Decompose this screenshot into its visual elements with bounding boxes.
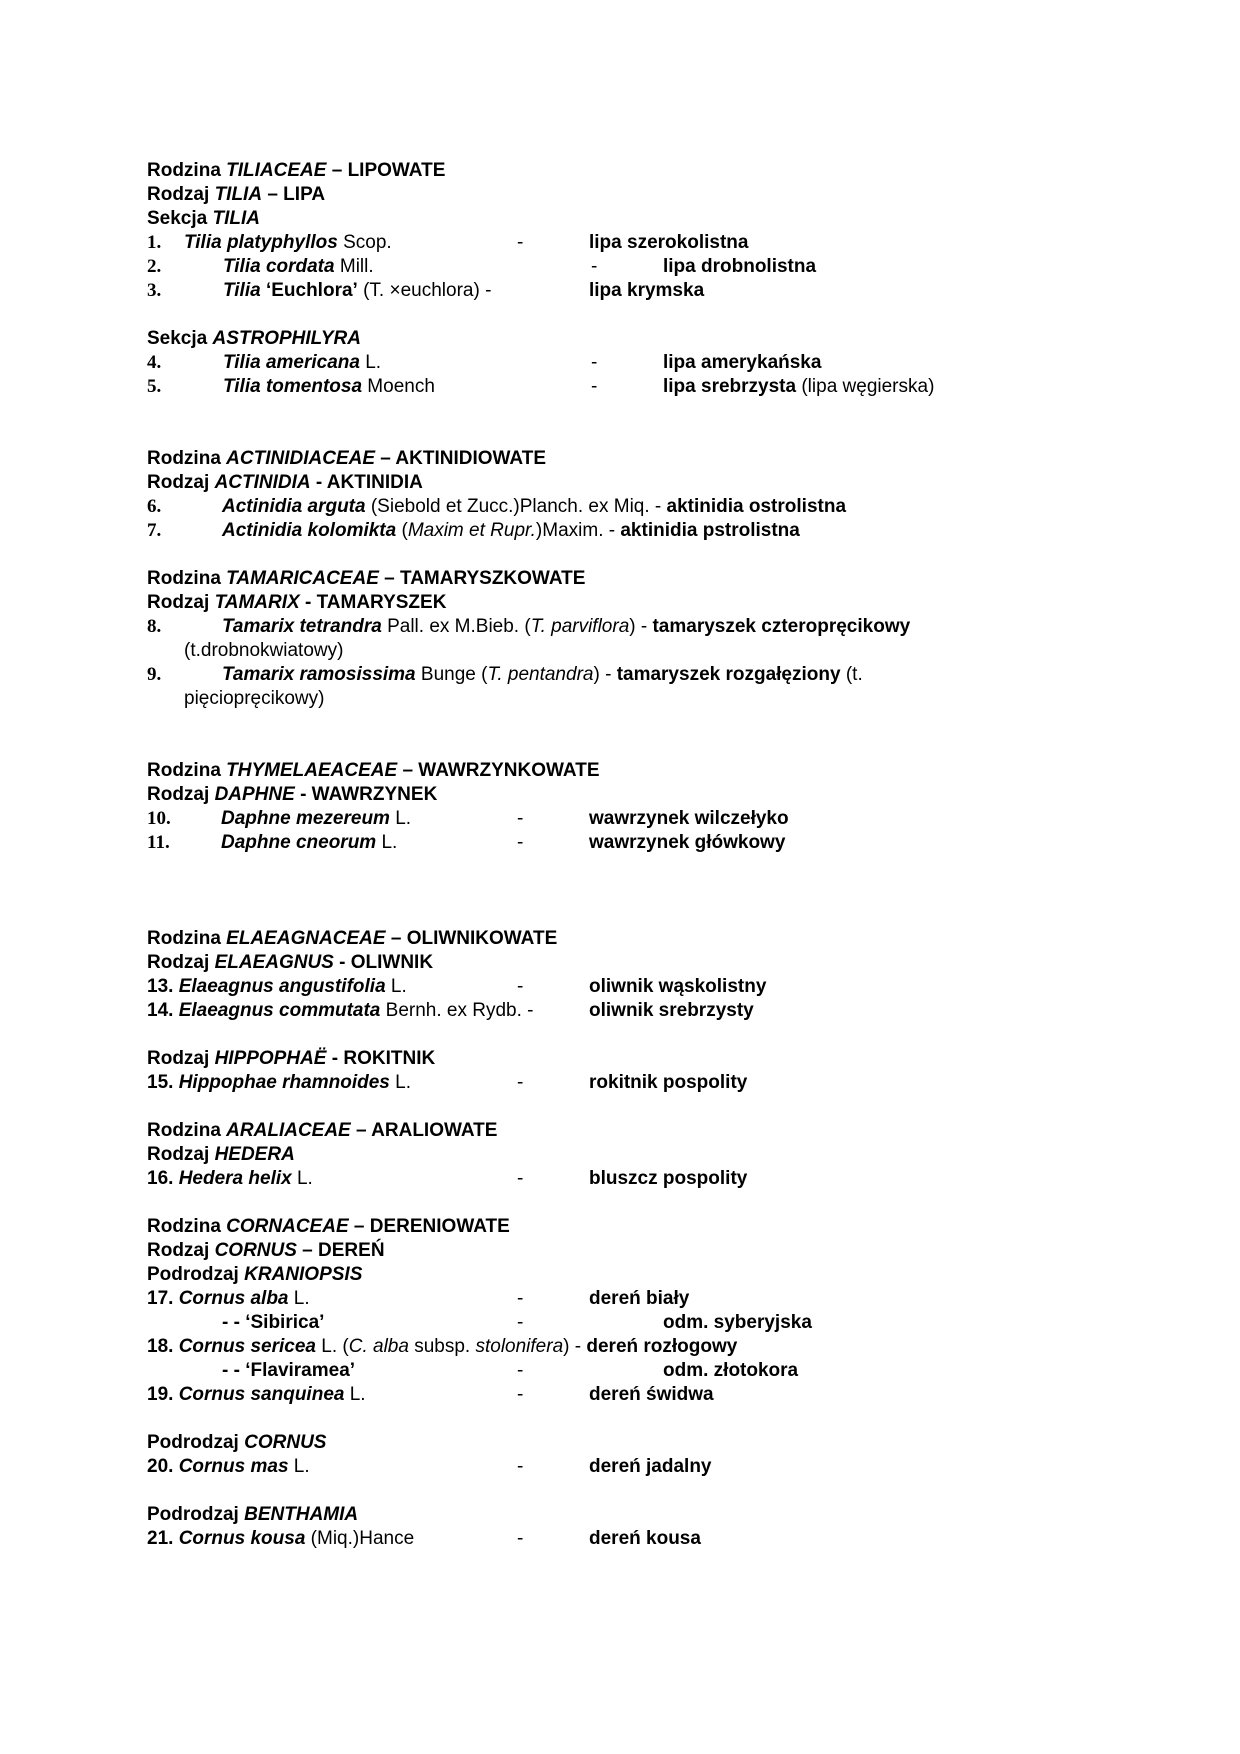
text-segment: ) - (593, 664, 617, 685)
text-segment: )Maxim. - (535, 520, 621, 541)
text-segment: Bernh. ex Rydb. - (380, 1000, 534, 1021)
latin-name: Cornus sanquinea (178, 1384, 345, 1405)
line-text (147, 1527, 414, 1551)
text-segment: 15. (147, 1072, 179, 1093)
common-name-segment: oliwnik wąskolistny (589, 976, 767, 997)
text-segment: Rodzina (147, 568, 227, 589)
latin-name: HEDERA (214, 1144, 295, 1165)
text-segment: - - ‘Sibirica’ (222, 1312, 325, 1333)
line-text (147, 1263, 362, 1287)
item-number: 2. (147, 256, 162, 277)
common-name (663, 255, 816, 279)
line-text (147, 471, 423, 495)
common-name (589, 807, 789, 831)
dash-separator: - (517, 232, 524, 253)
text-segment: Rodzina (147, 1120, 227, 1141)
line-text (147, 207, 260, 231)
text-segment: - - ‘Flaviramea’ (222, 1360, 356, 1381)
line-text (222, 1359, 355, 1383)
dash-separator: - (517, 832, 524, 853)
text-segment: Rodzina (147, 928, 227, 949)
common-name-segment: lipa amerykańska (663, 352, 822, 373)
text-segment: Rodzaj (147, 1144, 215, 1165)
latin-name: Daphne mezereum (221, 808, 390, 829)
text-segment: Rodzaj (147, 472, 215, 493)
common-name-segment: dereń świdwa (589, 1384, 714, 1405)
line-text (221, 831, 397, 855)
latin-name: Tilia tomentosa (223, 376, 363, 397)
common-name (589, 1071, 747, 1095)
text-segment: (Miq.)Hance (305, 1528, 415, 1549)
text-segment: L. (288, 1288, 310, 1309)
text-segment: T. pentandra (487, 664, 594, 685)
text-segment: 16. (147, 1168, 179, 1189)
line-text (147, 1287, 310, 1311)
latin-name: Cornus sericea (178, 1336, 316, 1357)
common-name-segment: wawrzynek główkowy (589, 832, 786, 853)
common-name-segment: dereń kousa (589, 1528, 701, 1549)
text-segment: Rodzaj (147, 1240, 215, 1261)
text-segment: dereń rozłogowy (586, 1336, 738, 1357)
common-name-segment: bluszcz pospolity (589, 1168, 748, 1189)
text-segment: – DEREŃ (296, 1240, 385, 1261)
text-segment: - WAWRZYNEK (294, 784, 438, 805)
latin-name: Daphne cneorum (221, 832, 377, 853)
common-name (589, 231, 748, 255)
common-name-segment: odm. złotokora (663, 1360, 799, 1381)
latin-name: TILIA (214, 184, 263, 205)
line-text (147, 1455, 310, 1479)
text-segment: – AKTINIDIOWATE (375, 448, 547, 469)
latin-name: ACTINIDIA (214, 472, 311, 493)
text-segment: Bunge ( (415, 664, 488, 685)
latin-name: Hippophae rhamnoides (178, 1072, 390, 1093)
line-text (147, 183, 325, 207)
latin-name: KRANIOPSIS (244, 1264, 363, 1285)
latin-name: TAMARICACEAE (226, 568, 379, 589)
latin-name: Cornus mas (178, 1456, 289, 1477)
common-name (589, 279, 704, 303)
line-text (184, 231, 392, 255)
text-segment: ) - (563, 1336, 587, 1357)
common-name-segment: oliwnik srebrzysty (589, 1000, 754, 1021)
latin-name: Actinidia arguta (222, 496, 366, 517)
text-segment: – OLIWNIKOWATE (385, 928, 558, 949)
latin-name: Actinidia kolomikta (222, 520, 397, 541)
text-segment: Pall. ex M.Bieb. ( (381, 616, 531, 637)
text-segment: 21. (147, 1528, 179, 1549)
text-segment: aktinidia ostrolistna (666, 496, 847, 517)
item-number: 11. (147, 832, 170, 853)
text-segment: Sekcja (147, 328, 213, 349)
common-name (663, 1359, 798, 1383)
line-text (147, 567, 585, 591)
text-segment: T. ×euchlora (369, 280, 474, 301)
line-text (147, 951, 433, 975)
text-segment: – DERENIOWATE (348, 1216, 510, 1237)
dash-separator: - (591, 352, 598, 373)
common-name (663, 351, 821, 375)
line-text (147, 927, 557, 951)
common-name-segment: lipa drobnolistna (663, 256, 817, 277)
common-name-segment: wawrzynek wilczełyko (589, 808, 789, 829)
line-text (147, 591, 446, 615)
item-number: 9. (147, 664, 162, 685)
text-segment: Moench (362, 376, 435, 397)
line-text (147, 159, 445, 183)
line-text (147, 1119, 497, 1143)
text-segment: stolonifera (475, 1336, 564, 1357)
text-segment: – ARALIOWATE (350, 1120, 498, 1141)
dash-separator: - (591, 376, 598, 397)
text-segment: Maxim et Rupr. (407, 520, 536, 541)
line-text (147, 1047, 435, 1071)
line-text (222, 495, 846, 519)
common-name (589, 975, 766, 999)
text-segment: 20. (147, 1456, 179, 1477)
item-number: 8. (147, 616, 162, 637)
text-segment: tamaryszek rozgałęziony (616, 664, 841, 685)
common-name-segment: (lipa węgierska) (796, 376, 935, 397)
common-name-segment: odm. syberyjska (663, 1312, 812, 1333)
text-segment: Rodzina (147, 1216, 227, 1237)
line-text (221, 807, 411, 831)
latin-name: Tamarix ramosissima (222, 664, 416, 685)
dash-separator: - (517, 1072, 524, 1093)
latin-name: BENTHAMIA (244, 1504, 359, 1525)
line-text (147, 1071, 411, 1095)
line-text (147, 759, 600, 783)
line-text (147, 1503, 358, 1527)
latin-name: CORNACEAE (226, 1216, 349, 1237)
text-segment: C. alba (348, 1336, 409, 1357)
dash-separator: - (517, 808, 524, 829)
latin-name: ASTROPHILYRA (212, 328, 361, 349)
latin-name: TAMARIX (214, 592, 300, 613)
line-text (147, 975, 407, 999)
text-segment: ‘Euchlora’ (260, 280, 358, 301)
item-number: 3. (147, 280, 162, 301)
latin-name: Tilia platyphyllos (184, 232, 338, 253)
text-segment: ( (396, 520, 408, 541)
line-text (147, 1335, 737, 1359)
common-name (663, 1311, 812, 1335)
text-segment: L. (376, 832, 398, 853)
line-text (147, 1143, 295, 1167)
line-text (223, 279, 491, 303)
line-text (147, 999, 534, 1023)
text-segment: Rodzina (147, 448, 227, 469)
line-text (222, 519, 800, 543)
latin-name: HIPPOPHAË (214, 1048, 327, 1069)
latin-name: Cornus alba (178, 1288, 289, 1309)
common-name (589, 1287, 689, 1311)
line-text (147, 1215, 510, 1239)
latin-name: DAPHNE (214, 784, 295, 805)
text-segment: L. (389, 1072, 411, 1093)
dash-separator: - (517, 1528, 524, 1549)
text-segment: 17. (147, 1288, 179, 1309)
item-number: 7. (147, 520, 162, 541)
text-segment: aktinidia pstrolistna (620, 520, 800, 541)
text-segment: – WAWRZYNKOWATE (397, 760, 600, 781)
line-text (184, 639, 343, 663)
text-segment: L. (288, 1456, 310, 1477)
common-name-segment: lipa krymska (589, 280, 705, 301)
dash-separator: - (517, 1288, 524, 1309)
common-name-segment: dereń biały (589, 1288, 690, 1309)
common-name (589, 999, 754, 1023)
common-name (663, 375, 934, 399)
line-text (223, 255, 374, 279)
text-segment: 13. (147, 976, 179, 997)
latin-name: CORNUS (244, 1432, 327, 1453)
common-name (589, 1527, 701, 1551)
item-number: 10. (147, 808, 171, 829)
text-segment: - TAMARYSZEK (299, 592, 447, 613)
text-segment: 19. (147, 1384, 179, 1405)
dash-separator: - (517, 1168, 524, 1189)
latin-name: ACTINIDIACEAE (226, 448, 376, 469)
text-segment: ) - (629, 616, 653, 637)
text-segment: subsp. (408, 1336, 476, 1357)
latin-name: TILIACEAE (226, 160, 327, 181)
line-text (147, 1167, 313, 1191)
text-segment: Mill. (334, 256, 374, 277)
text-segment: 18. (147, 1336, 179, 1357)
text-segment: (t. (840, 664, 863, 685)
line-text (184, 687, 324, 711)
latin-name: Tamarix tetrandra (222, 616, 382, 637)
text-segment: L. (385, 976, 407, 997)
item-number: 5. (147, 376, 162, 397)
latin-name: Tilia (223, 280, 261, 301)
line-text (147, 783, 437, 807)
text-segment: ( (357, 280, 370, 301)
latin-name: Tilia americana (223, 352, 360, 373)
text-segment: ) - (473, 280, 492, 301)
line-text (147, 1383, 366, 1407)
text-segment: Rodzaj (147, 1048, 215, 1069)
text-segment: – TAMARYSZKOWATE (378, 568, 586, 589)
text-segment: Rodzina (147, 760, 227, 781)
line-text (147, 1239, 385, 1263)
text-segment: L. (359, 352, 382, 373)
text-segment: L. (291, 1168, 313, 1189)
line-text (147, 1431, 326, 1455)
dash-separator: - (517, 976, 524, 997)
latin-name: ELAEAGNACEAE (226, 928, 386, 949)
latin-name: CORNUS (214, 1240, 297, 1261)
text-segment: L. ( (316, 1336, 349, 1357)
dash-separator: - (517, 1456, 524, 1477)
common-name-segment: lipa srebrzysta (663, 376, 797, 397)
latin-name: Tilia cordata (223, 256, 335, 277)
text-segment: 14. (147, 1000, 179, 1021)
text-segment: - ROKITNIK (326, 1048, 436, 1069)
common-name (589, 1455, 712, 1479)
line-text (223, 351, 381, 375)
latin-name: TILIA (212, 208, 260, 229)
common-name (589, 831, 785, 855)
text-segment: L. (344, 1384, 366, 1405)
latin-name: ARALIACEAE (226, 1120, 351, 1141)
latin-name: Elaeagnus commutata (178, 1000, 381, 1021)
latin-name: Elaeagnus angustifolia (178, 976, 386, 997)
text-segment: pięciopręcikowy) (184, 688, 325, 709)
dash-separator: - (517, 1312, 524, 1333)
latin-name: Cornus kousa (178, 1528, 306, 1549)
line-text (147, 327, 361, 351)
line-text (147, 447, 546, 471)
common-name-segment: dereń jadalny (589, 1456, 712, 1477)
text-segment: Podrodzaj (147, 1432, 245, 1453)
text-segment: (t.drobnokwiatowy) (184, 640, 344, 661)
dash-separator: - (517, 1360, 524, 1381)
text-segment: Rodzaj (147, 184, 215, 205)
text-segment: Rodzaj (147, 784, 215, 805)
text-segment: – LIPA (262, 184, 326, 205)
common-name-segment: rokitnik pospolity (589, 1072, 748, 1093)
text-segment: tamaryszek czteropręcikowy (652, 616, 911, 637)
text-segment: Rodzaj (147, 952, 215, 973)
latin-name: THYMELAEACEAE (226, 760, 398, 781)
text-segment: Scop. (337, 232, 392, 253)
text-segment: Podrodzaj (147, 1504, 245, 1525)
text-segment: Podrodzaj (147, 1264, 245, 1285)
line-text (222, 663, 863, 687)
text-segment: – LIPOWATE (326, 160, 446, 181)
text-segment: Rodzina (147, 160, 227, 181)
line-text (223, 375, 435, 399)
common-name-segment: lipa szerokolistna (589, 232, 749, 253)
item-number: 6. (147, 496, 162, 517)
text-segment: (Siebold et Zucc.)Planch. ex Miq. - (365, 496, 667, 517)
text-segment: Rodzaj (147, 592, 215, 613)
text-segment: T. parviflora (530, 616, 630, 637)
dash-separator: - (591, 256, 598, 277)
common-name (589, 1167, 747, 1191)
text-segment: - AKTINIDIA (310, 472, 423, 493)
text-segment: - OLIWNIK (333, 952, 434, 973)
common-name (589, 1383, 714, 1407)
line-text (222, 1311, 324, 1335)
item-number: 1. (147, 232, 162, 253)
latin-name: Hedera helix (178, 1168, 292, 1189)
line-text (222, 615, 910, 639)
item-number: 4. (147, 352, 162, 373)
text-segment: Sekcja (147, 208, 213, 229)
dash-separator: - (517, 1384, 524, 1405)
latin-name: ELAEAGNUS (214, 952, 334, 973)
text-segment: L. (389, 808, 412, 829)
